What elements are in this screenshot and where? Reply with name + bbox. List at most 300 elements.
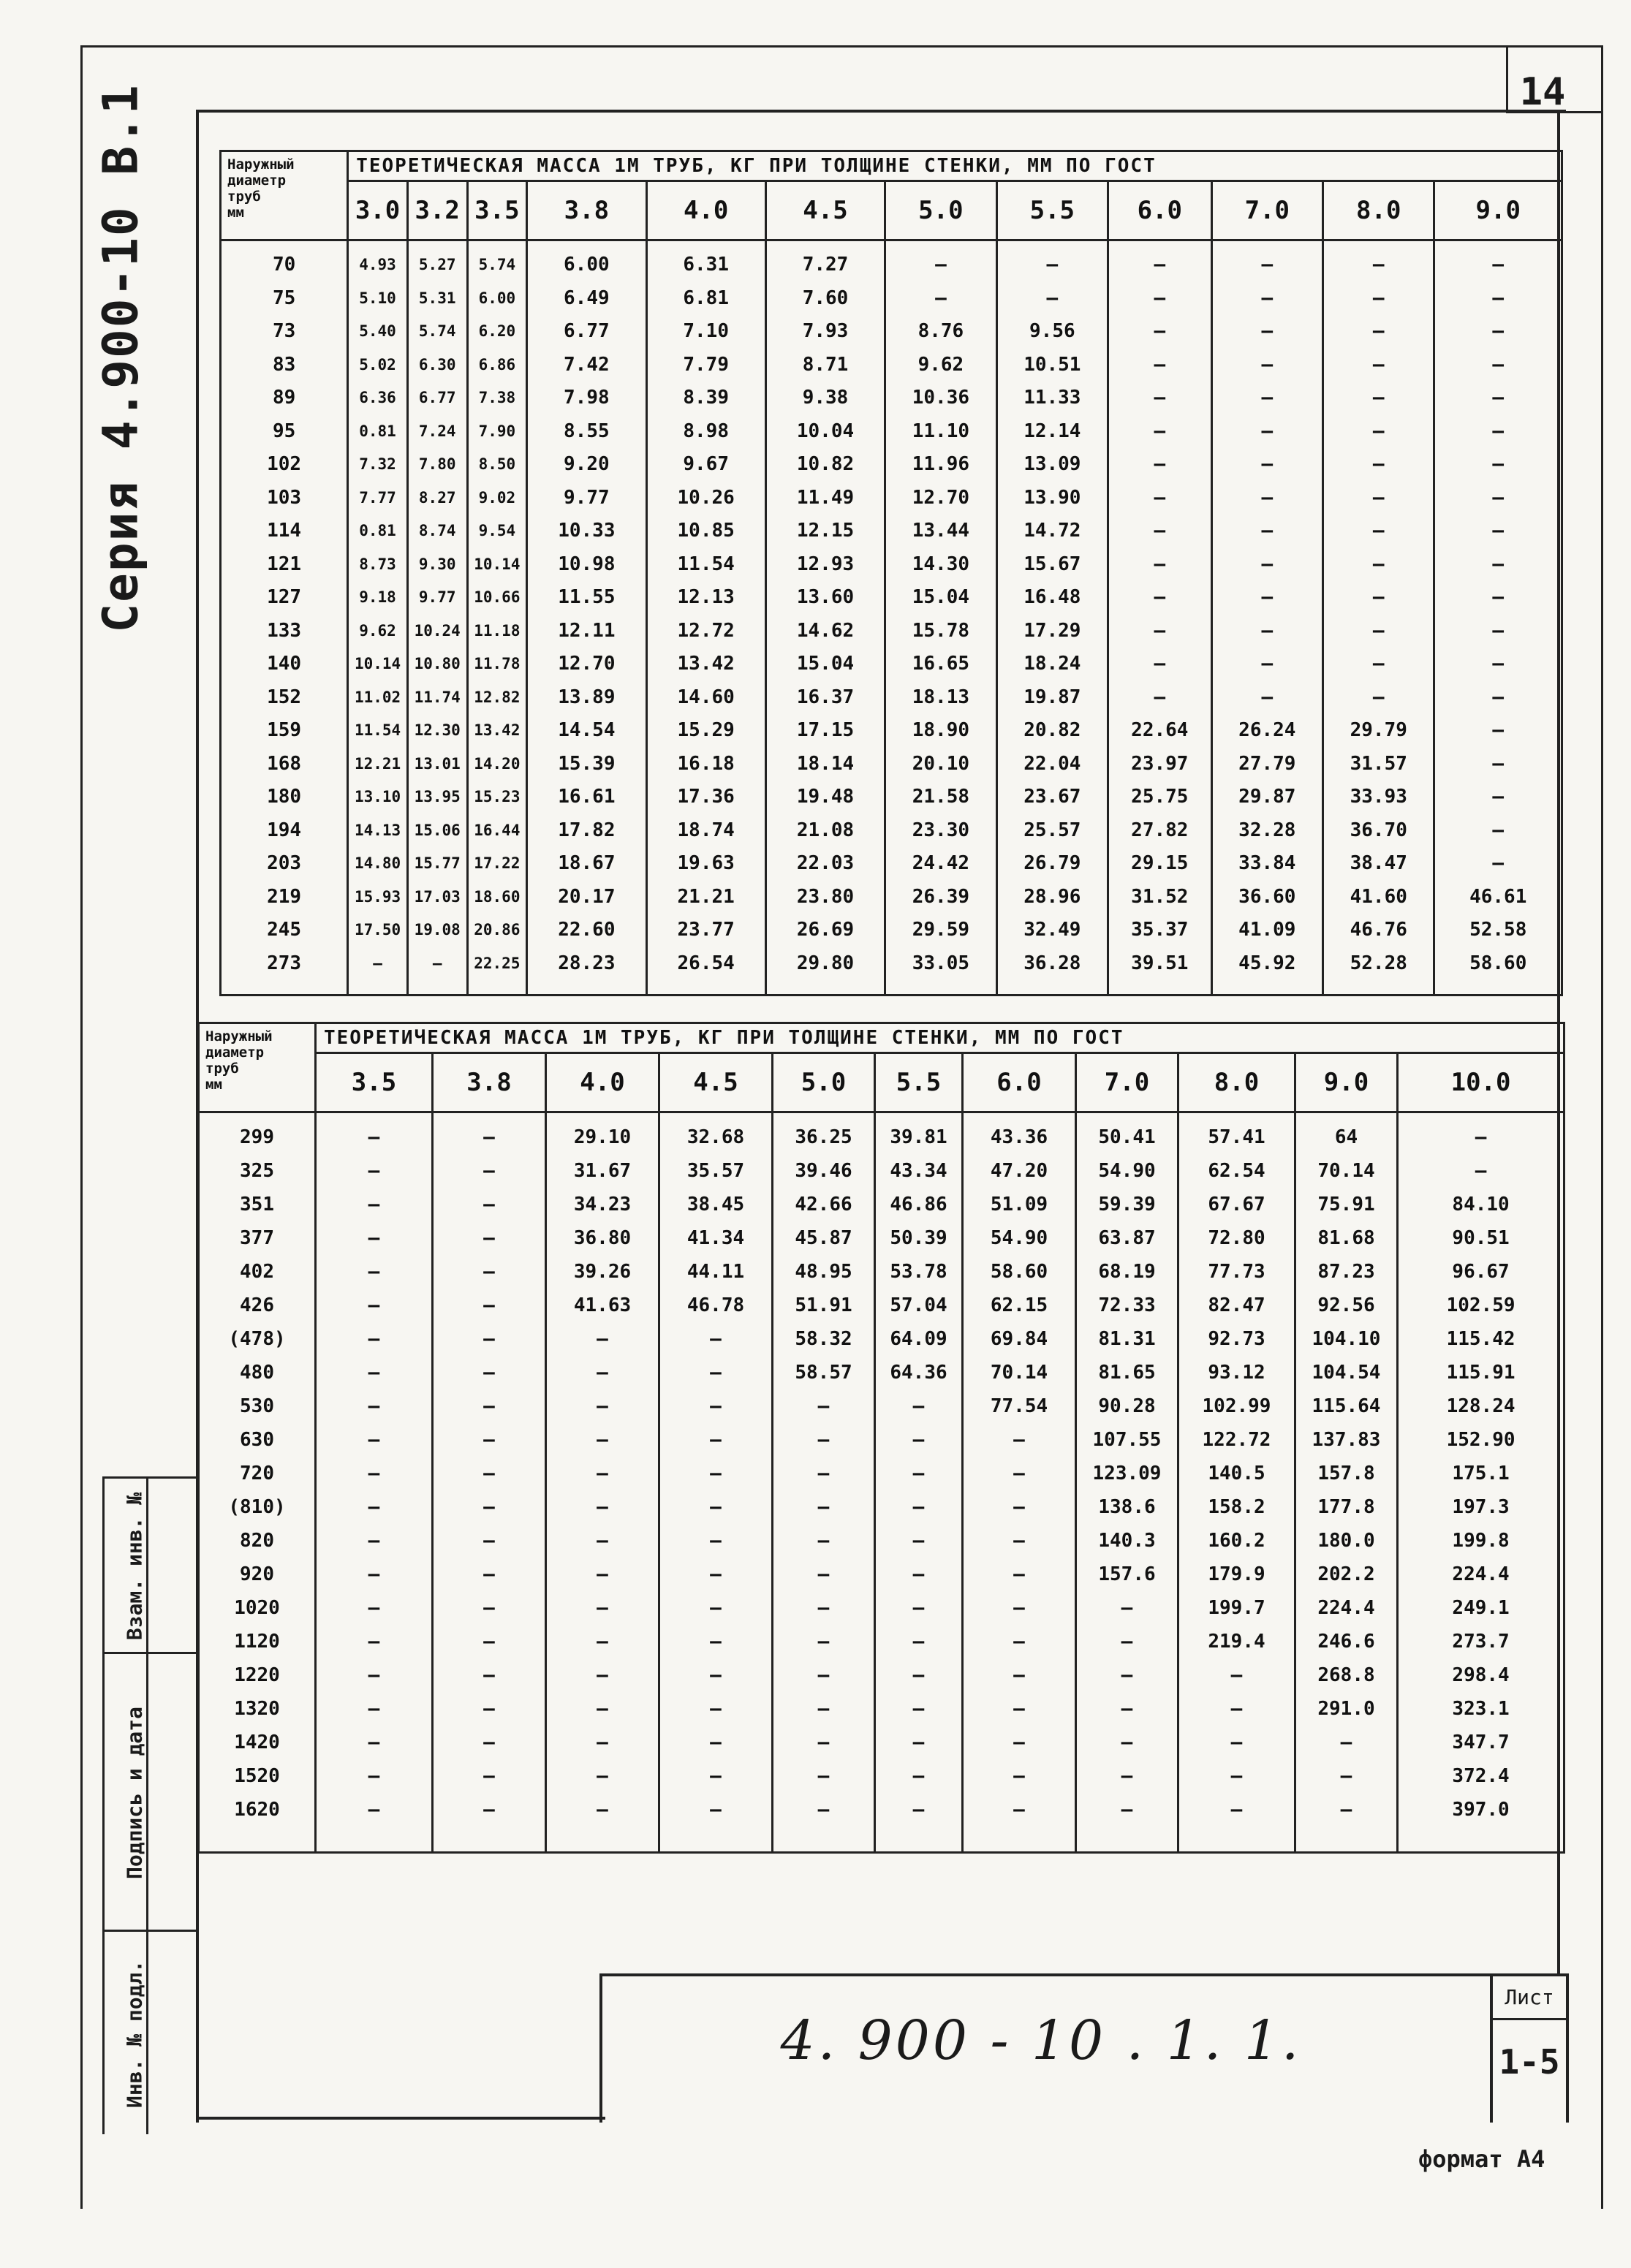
cell-value: 199.7: [1208, 1597, 1265, 1619]
cell-value: —: [1013, 1530, 1025, 1552]
cell-value: —: [1230, 1799, 1243, 1821]
cell-value: —: [1154, 486, 1166, 509]
cell-value: 14.30: [912, 553, 970, 575]
cell-value: 720: [240, 1463, 274, 1484]
cell-value: 15.77: [414, 854, 461, 872]
cell-value: —: [368, 1463, 380, 1484]
cell-value: 14.13: [354, 821, 401, 839]
cell-value: —: [710, 1765, 722, 1787]
cell-value: —: [597, 1395, 608, 1417]
cell-value: —: [368, 1732, 380, 1753]
cell-value: —: [1261, 553, 1274, 575]
cell-value: 122.72: [1202, 1429, 1271, 1451]
cell-value: 10.33: [558, 520, 616, 542]
cell-value: 0.81: [359, 422, 396, 440]
cell-value: —: [1492, 686, 1505, 708]
cell-value: —: [432, 954, 442, 972]
wall-header: 7.0: [1076, 1053, 1178, 1112]
mass-column: [348, 240, 408, 995]
cell-value: —: [483, 1294, 495, 1316]
cell-value: 12.70: [558, 653, 616, 675]
cell-value: 138.6: [1098, 1496, 1156, 1518]
cell-value: —: [710, 1530, 722, 1552]
cell-value: 630: [240, 1429, 274, 1451]
cell-value: 13.89: [558, 686, 616, 708]
cell-value: 6.00: [564, 254, 610, 276]
wall-header: 8.0: [1323, 181, 1434, 240]
cell-value: 9.38: [802, 387, 849, 409]
cell-value: 17.82: [558, 819, 616, 841]
cell-value: —: [1492, 852, 1505, 874]
cell-value: —: [710, 1429, 722, 1451]
mass-column: [546, 1112, 659, 1853]
cell-value: 96.67: [1452, 1261, 1510, 1283]
cell-value: —: [1492, 387, 1505, 409]
cell-value: —: [1372, 686, 1385, 708]
cell-value: —: [368, 1530, 380, 1552]
cell-value: 12.21: [354, 754, 401, 773]
cell-value: —: [597, 1362, 608, 1384]
stamp-cell: [102, 1476, 197, 1654]
corner-line-2: диаметр: [227, 172, 287, 189]
cell-value: —: [912, 1429, 925, 1451]
data-row: [221, 240, 1562, 995]
cell-value: 13.60: [796, 586, 855, 608]
cell-value: 8.39: [683, 387, 729, 409]
cell-value: —: [710, 1732, 722, 1753]
sheet-value: 1-5: [1499, 2042, 1560, 2082]
cell-value: 5.31: [418, 289, 456, 307]
cell-value: 19.87: [1023, 686, 1081, 708]
cell-value: —: [483, 1664, 495, 1686]
cell-value: 68.19: [1098, 1261, 1156, 1283]
cell-value: —: [368, 1362, 380, 1384]
cell-value: 7.32: [359, 455, 396, 473]
cell-value: 20.82: [1023, 719, 1081, 741]
cell-value: —: [368, 1496, 380, 1518]
cell-value: —: [710, 1496, 722, 1518]
series-label: [80, 83, 161, 633]
cell-value: —: [1013, 1799, 1025, 1821]
cell-value: —: [912, 1732, 925, 1753]
cell-value: —: [483, 1530, 495, 1552]
cell-value: 51.91: [795, 1294, 852, 1316]
cell-value: —: [368, 1799, 380, 1821]
cell-value: 84.10: [1452, 1194, 1510, 1215]
cell-value: 22.03: [796, 852, 855, 874]
cell-value: —: [1013, 1631, 1025, 1653]
cell-value: 219: [267, 885, 302, 908]
cell-value: 18.13: [912, 686, 970, 708]
cell-value: —: [710, 1463, 722, 1484]
cell-value: 175.1: [1452, 1463, 1510, 1484]
mass-column: [1108, 240, 1212, 995]
table-title: ТЕОРЕТИЧЕСКАЯ МАССА 1М ТРУБ, КГ ПРИ ТОЛЩИНЕ СТЕНКИ, ММ ПО ГОСТ: [348, 151, 1562, 181]
cell-value: —: [1372, 254, 1385, 276]
cell-value: —: [483, 1463, 495, 1484]
cell-value: 11.55: [558, 586, 616, 608]
cell-value: 31.57: [1350, 752, 1407, 775]
cell-value: 15.67: [1023, 553, 1081, 575]
sheet-label: Лист: [1493, 1985, 1566, 2020]
cell-value: 10.14: [354, 655, 401, 672]
cell-value: —: [1046, 254, 1059, 276]
cell-value: 24.42: [912, 852, 970, 874]
cell-value: —: [483, 1362, 495, 1384]
cell-value: —: [817, 1597, 830, 1619]
document-code: 4. 900 - 10 . 1. 1.: [780, 2009, 1302, 2072]
cell-value: —: [597, 1563, 608, 1585]
cell-value: —: [817, 1732, 830, 1753]
cell-value: 140: [267, 653, 302, 675]
cell-value: 12.13: [677, 586, 735, 608]
cell-value: —: [597, 1530, 608, 1552]
cell-value: 29.79: [1350, 719, 1407, 741]
cell-value: 26.69: [796, 919, 855, 941]
cell-value: —: [368, 1698, 380, 1720]
cell-value: 21.08: [796, 819, 855, 841]
cell-value: —: [1261, 353, 1274, 376]
cell-value: 36.25: [795, 1126, 852, 1148]
cell-value: 140.3: [1098, 1530, 1156, 1552]
cell-value: 22.25: [474, 954, 521, 972]
cell-value: 31.67: [573, 1160, 632, 1182]
cell-value: 127: [267, 586, 302, 608]
cell-value: —: [1261, 287, 1274, 309]
cell-value: 57.41: [1208, 1126, 1265, 1148]
cell-value: 70.14: [990, 1362, 1048, 1384]
cell-value: 14.20: [474, 754, 521, 773]
mass-column: [1295, 1112, 1398, 1853]
cell-value: —: [368, 1194, 380, 1215]
cell-value: 5.27: [418, 256, 456, 273]
mass-column: [963, 1112, 1076, 1853]
cell-value: 16.44: [474, 821, 521, 839]
cell-value: 7.24: [418, 422, 456, 440]
corner-header: [221, 151, 348, 240]
cell-value: 10.80: [414, 655, 461, 672]
cell-value: —: [368, 1563, 380, 1585]
cell-value: —: [1121, 1799, 1133, 1821]
cell-value: 70: [272, 254, 296, 276]
wall-header: 4.0: [546, 1053, 659, 1112]
cell-value: —: [817, 1698, 830, 1720]
table-title: ТЕОРЕТИЧЕСКАЯ МАССА 1М ТРУБ, КГ ПРИ ТОЛЩИНЕ СТЕНКИ, ММ ПО ГОСТ: [316, 1023, 1564, 1053]
cell-value: 179.9: [1208, 1563, 1265, 1585]
cell-value: 224.4: [1452, 1563, 1510, 1585]
cell-value: 197.3: [1452, 1496, 1510, 1518]
cell-value: 7.38: [478, 389, 516, 406]
cell-value: —: [483, 1597, 495, 1619]
cell-value: 14.80: [354, 854, 401, 872]
cell-value: 8.50: [478, 455, 516, 473]
cell-value: 75.91: [1317, 1194, 1375, 1215]
top-line: [80, 45, 1601, 48]
cell-value: 8.27: [418, 488, 456, 507]
cell-value: 22.04: [1023, 752, 1081, 775]
cell-value: 9.62: [359, 621, 396, 640]
cell-value: 7.93: [802, 320, 849, 342]
corner-line-1: Наружный: [227, 156, 295, 172]
mass-column: [1434, 240, 1562, 995]
cell-value: 10.36: [912, 387, 970, 409]
cell-value: —: [1372, 520, 1385, 542]
mass-column: [433, 1112, 546, 1853]
cell-value: 102.59: [1446, 1294, 1515, 1316]
cell-value: —: [1154, 420, 1166, 442]
cell-value: 273: [267, 952, 302, 974]
series-text: Серия 4.900-10 В.1: [92, 83, 149, 633]
cell-value: —: [483, 1328, 495, 1350]
cell-value: —: [1372, 453, 1385, 475]
cell-value: 22.64: [1131, 719, 1189, 741]
cell-value: —: [483, 1194, 495, 1215]
cell-value: —: [483, 1227, 495, 1249]
cell-value: 4.93: [359, 256, 396, 273]
cell-value: 180: [267, 786, 302, 808]
cell-value: —: [817, 1765, 830, 1787]
cell-value: 36.80: [573, 1227, 632, 1249]
cell-value: 54.90: [990, 1227, 1048, 1249]
mass-column: [1076, 1112, 1178, 1853]
cell-value: 426: [240, 1294, 274, 1316]
cell-value: —: [1372, 320, 1385, 342]
cell-value: —: [1492, 819, 1505, 841]
cell-value: —: [368, 1597, 380, 1619]
cell-value: —: [1261, 453, 1274, 475]
cell-value: —: [817, 1395, 830, 1417]
cell-value: 39.81: [890, 1126, 947, 1148]
cell-value: 35.37: [1131, 919, 1189, 941]
cell-value: —: [1492, 719, 1505, 741]
cell-value: —: [1013, 1698, 1025, 1720]
cell-value: 62.15: [990, 1294, 1048, 1316]
stamp-replace: Взам. инв. №: [122, 1492, 147, 1641]
cell-value: 95: [272, 420, 296, 442]
cell-value: —: [1261, 254, 1274, 276]
cell-value: —: [368, 1429, 380, 1451]
wall-header: 5.0: [885, 181, 996, 240]
wall-header: 9.0: [1434, 181, 1562, 240]
cell-value: 8.71: [802, 353, 849, 376]
cell-value: 81.65: [1098, 1362, 1156, 1384]
cell-value: 107.55: [1092, 1429, 1162, 1451]
mass-column: [996, 240, 1108, 995]
cell-value: 1120: [234, 1631, 280, 1653]
cell-value: —: [1261, 586, 1274, 608]
cell-value: 41.34: [686, 1227, 745, 1249]
cell-value: 38.45: [686, 1194, 745, 1215]
cell-value: 39.46: [795, 1160, 852, 1182]
cell-value: 12.72: [677, 619, 735, 642]
cell-value: 58.57: [795, 1362, 852, 1384]
cell-value: 8.73: [359, 555, 396, 573]
wall-header: 3.0: [348, 181, 408, 240]
cell-value: 13.10: [354, 788, 401, 805]
cell-value: —: [710, 1395, 722, 1417]
cell-value: 32.28: [1238, 819, 1296, 841]
cell-value: 36.28: [1023, 952, 1081, 974]
cell-value: —: [1492, 353, 1505, 376]
cell-value: 50.41: [1098, 1126, 1156, 1148]
cell-value: 6.86: [478, 355, 516, 373]
cell-value: 17.22: [474, 854, 521, 872]
cell-value: 16.65: [912, 653, 970, 675]
cell-value: 6.30: [418, 355, 456, 373]
cell-value: 50.39: [890, 1227, 947, 1249]
cell-value: —: [1372, 420, 1385, 442]
cell-value: 18.14: [796, 752, 855, 775]
cell-value: 46.61: [1469, 885, 1527, 908]
cell-value: 249.1: [1452, 1597, 1510, 1619]
cell-value: —: [1154, 453, 1166, 475]
cell-value: 15.06: [414, 821, 461, 839]
cell-value: 1620: [234, 1799, 280, 1821]
cell-value: —: [1261, 387, 1274, 409]
cell-value: 10.51: [1023, 353, 1081, 376]
cell-value: 180.0: [1317, 1530, 1375, 1552]
wall-header: 9.0: [1295, 1053, 1398, 1112]
cell-value: 41.63: [573, 1294, 632, 1316]
cell-value: —: [912, 1765, 925, 1787]
cell-value: 19.48: [796, 786, 855, 808]
cell-value: 23.30: [912, 819, 970, 841]
cell-value: 7.79: [683, 353, 729, 376]
cell-value: —: [1154, 653, 1166, 675]
cell-value: 18.24: [1023, 653, 1081, 675]
cell-value: 77.73: [1208, 1261, 1265, 1283]
cell-value: 102.99: [1202, 1395, 1271, 1417]
cell-value: 41.09: [1238, 919, 1296, 941]
cell-value: —: [483, 1631, 495, 1653]
cell-value: 32.68: [686, 1126, 745, 1148]
cell-value: 9.62: [917, 353, 964, 376]
cell-value: 52.28: [1350, 952, 1407, 974]
cell-value: 114: [267, 520, 302, 542]
cell-value: 46.76: [1350, 919, 1407, 941]
cell-value: 291.0: [1317, 1698, 1375, 1720]
mass-column: [1211, 240, 1322, 995]
cell-value: 530: [240, 1395, 274, 1417]
cell-value: 11.33: [1023, 387, 1081, 409]
cell-value: —: [1013, 1732, 1025, 1753]
cell-value: 72.33: [1098, 1294, 1156, 1316]
mass-column: [1178, 1112, 1295, 1853]
cell-value: 480: [240, 1362, 274, 1384]
cell-value: 0.81: [359, 522, 396, 539]
cell-value: —: [1154, 686, 1166, 708]
cell-value: —: [817, 1563, 830, 1585]
cell-value: 9.77: [564, 486, 610, 509]
cell-value: —: [1372, 353, 1385, 376]
cell-value: —: [1340, 1732, 1352, 1753]
cell-value: —: [912, 1664, 925, 1686]
cell-value: —: [1121, 1597, 1133, 1619]
cell-value: 9.02: [478, 488, 516, 507]
cell-value: —: [1013, 1664, 1025, 1686]
cell-value: 8.98: [683, 420, 729, 442]
cell-value: 6.31: [683, 254, 729, 276]
cell-value: 15.39: [558, 752, 616, 775]
cell-value: —: [597, 1597, 608, 1619]
diameter-column: [221, 240, 348, 995]
cell-value: —: [1475, 1160, 1487, 1182]
cell-value: —: [597, 1799, 608, 1821]
cell-value: 26.54: [677, 952, 735, 974]
mass-column: [1398, 1112, 1564, 1853]
cell-value: 45.87: [795, 1227, 852, 1249]
title-block: [599, 1973, 1569, 2123]
cell-value: 5.02: [359, 355, 396, 373]
cell-value: 12.93: [796, 553, 855, 575]
cell-value: 128.24: [1446, 1395, 1515, 1417]
cell-value: —: [710, 1563, 722, 1585]
cell-value: —: [1372, 553, 1385, 575]
wall-header: 3.2: [407, 181, 467, 240]
cell-value: 11.49: [796, 486, 855, 509]
cell-value: 32.49: [1023, 919, 1081, 941]
cell-value: 7.60: [802, 287, 849, 309]
cell-value: 10.66: [474, 588, 521, 606]
cell-value: 157.8: [1317, 1463, 1375, 1484]
cell-value: 199.8: [1452, 1530, 1510, 1552]
cell-value: 39.26: [573, 1261, 632, 1283]
cell-value: —: [912, 1631, 925, 1653]
cell-value: —: [710, 1362, 722, 1384]
cell-value: 820: [240, 1530, 274, 1552]
cell-value: (478): [228, 1328, 286, 1350]
cell-value: 23.80: [796, 885, 855, 908]
cell-value: 92.73: [1208, 1328, 1265, 1350]
cell-value: 10.26: [677, 486, 735, 509]
cell-value: 11.78: [474, 655, 521, 672]
cell-value: 42.66: [795, 1194, 852, 1215]
wall-header: 4.5: [659, 1053, 773, 1112]
cell-value: 7.42: [564, 353, 610, 376]
cell-value: —: [817, 1530, 830, 1552]
cell-value: 13.01: [414, 754, 461, 773]
cell-value: 5.74: [418, 322, 456, 340]
cell-value: 44.11: [686, 1261, 745, 1283]
stamp-cell: [102, 1652, 197, 1932]
cell-value: 9.77: [418, 588, 456, 606]
cell-value: 18.90: [912, 719, 970, 741]
cell-value: —: [368, 1328, 380, 1350]
cell-value: 6.49: [564, 287, 610, 309]
cell-value: 13.42: [474, 721, 521, 739]
stamp-inventory: Инв. № подл.: [122, 1960, 147, 2109]
cell-value: 203: [267, 852, 302, 874]
cell-value: 90.51: [1452, 1227, 1510, 1249]
cell-value: —: [1372, 586, 1385, 608]
cell-value: 168: [267, 752, 302, 775]
wall-header: 4.5: [765, 181, 885, 240]
mass-column: [765, 240, 885, 995]
cell-value: 9.56: [1029, 320, 1075, 342]
cell-value: 13.95: [414, 788, 461, 805]
cell-value: 19.08: [414, 921, 461, 938]
cell-value: 26.24: [1238, 719, 1296, 741]
wall-header: 8.0: [1178, 1053, 1295, 1112]
wall-header: 5.0: [773, 1053, 875, 1112]
cell-value: —: [483, 1261, 495, 1283]
cell-value: 351: [240, 1194, 274, 1215]
cell-value: —: [817, 1631, 830, 1653]
cell-value: —: [597, 1463, 608, 1484]
cell-value: —: [1230, 1732, 1243, 1753]
cell-value: —: [597, 1664, 608, 1686]
cell-value: —: [710, 1799, 722, 1821]
